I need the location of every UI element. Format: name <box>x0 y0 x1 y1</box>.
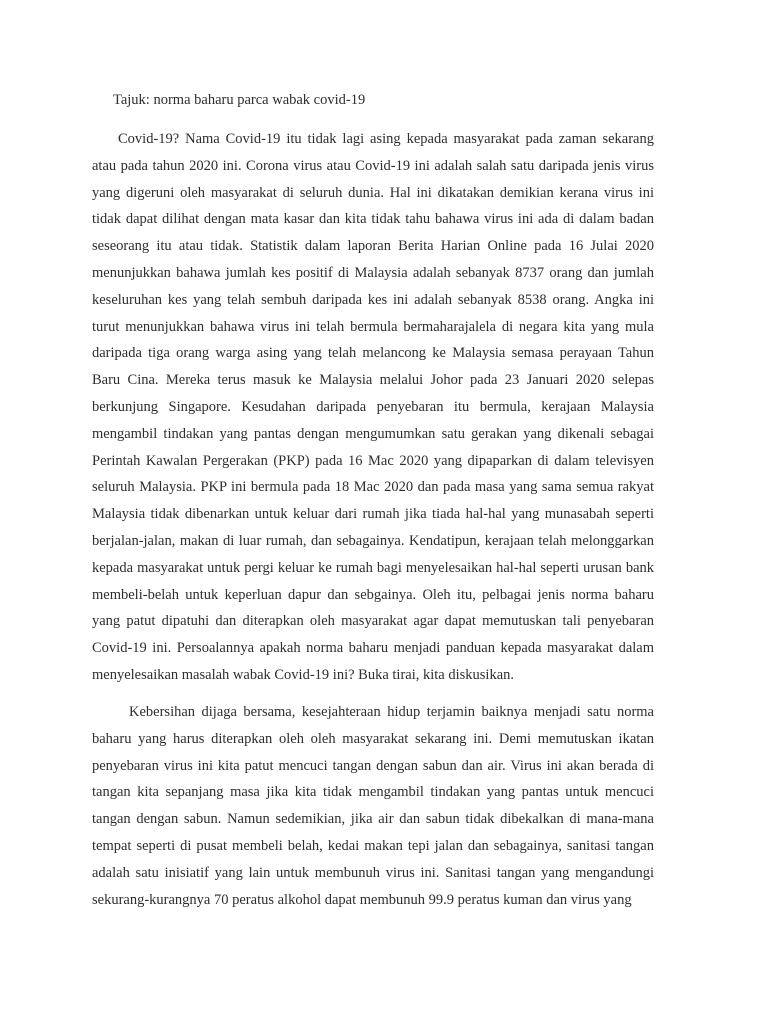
paragraph-cleanliness: Kebersihan dijaga bersama, kesejahteraan hidup terjamin baiknya menjadi satu norma baharu yang harus diterapkan oleh oleh masyarakat sekarang ini. Demi memutuskan ikatan penyebaran virus ini kita patut mencuci tangan dengan sabun dan air. Virus ini akan berada di tangan kita sepanjang masa jika kita tidak mengambil tindakan yang pantas untuk mencuci tangan dengan sabun. Namun sedemikian, jika air dan sabun tidak dibekalkan di mana-mana tempat seperti di pusat membeli belah, kedai makan tepi jalan dan sebagainya, sanitasi tangan adalah satu inisiatif yang lain untuk membunuh virus ini. Sanitasi tangan yang mengandungi sekurang-kurangnya 70 peratus alkohol dapat membunuh 99.9 peratus kuman dan virus yang <box>92 704 654 908</box>
paragraph-introduction: Covid-19? Nama Covid-19 itu tidak lagi asing kepada masyarakat pada zaman sekarang atau pada tahun 2020 ini. Corona virus atau Covid-19 ini adalah salah satu daripada jenis virus yang digeruni oleh masyarakat di seluruh dunia. Hal ini dikatakan demikian kerana virus ini tidak dapat dilihat dengan mata kasar dan kita tidak tahu bahawa virus ini ada di dalam badan seseorang itu atau tidak. Statistik dalam laporan Berita Harian Online pada 16 Julai 2020 menunjukkan bahawa jumlah kes positif di Malaysia adalah sebanyak 8737 orang dan jumlah keseluruhan kes yang telah sembuh daripada kes ini adalah sebanyak 8538 orang. Angka ini turut menunjukkan bahawa virus ini telah bermula bermaharajalela di negara kita yang mula daripada tiga orang warga asing yang telah melancong ke Malaysia semasa perayaan Tahun Baru Cina. Mereka terus masuk ke Malaysia melalui Johor pada 23 Januari 2020 selepas berkunjung Singapore. Kesudahan daripada penyebaran itu bermula, kerajaan Malaysia mengambil tindakan yang pantas dengan mengumumkan satu gerakan yang dikenali sebagai Perintah Kawalan Pergerakan (PKP) pada 16 Mac 2020 yang dipaparkan di dalam televisyen seluruh Malaysia. PKP ini bermula pada 18 Mac 2020 dan pada masa yang sama semua rakyat Malaysia tidak dibenarkan untuk keluar dari rumah jika tiada hal-hal yang munasabah seperti berjalan-jalan, makan di luar rumah, dan sebagainya. Kendatipun, kerajaan telah melonggarkan kepada masyarakat untuk pergi keluar ke rumah bagi menyelesaikan hal-hal seperti urusan bank membeli-belah untuk keperluan dapur dan sebgainya. Oleh itu, pelbagai jenis norma baharu yang patut dipatuhi dan diterapkan oleh masyarakat agar dapat memutuskan tali penyebaran Covid-19 ini. Persoalannya apakah norma baharu menjadi panduan kepada masyarakat dalam menyelesaikan masalah wabak Covid-19 ini? Buka tirai, kita diskusikan. <box>92 131 654 683</box>
document-title: Tajuk: norma baharu parca wabak covid-19 <box>113 92 366 108</box>
